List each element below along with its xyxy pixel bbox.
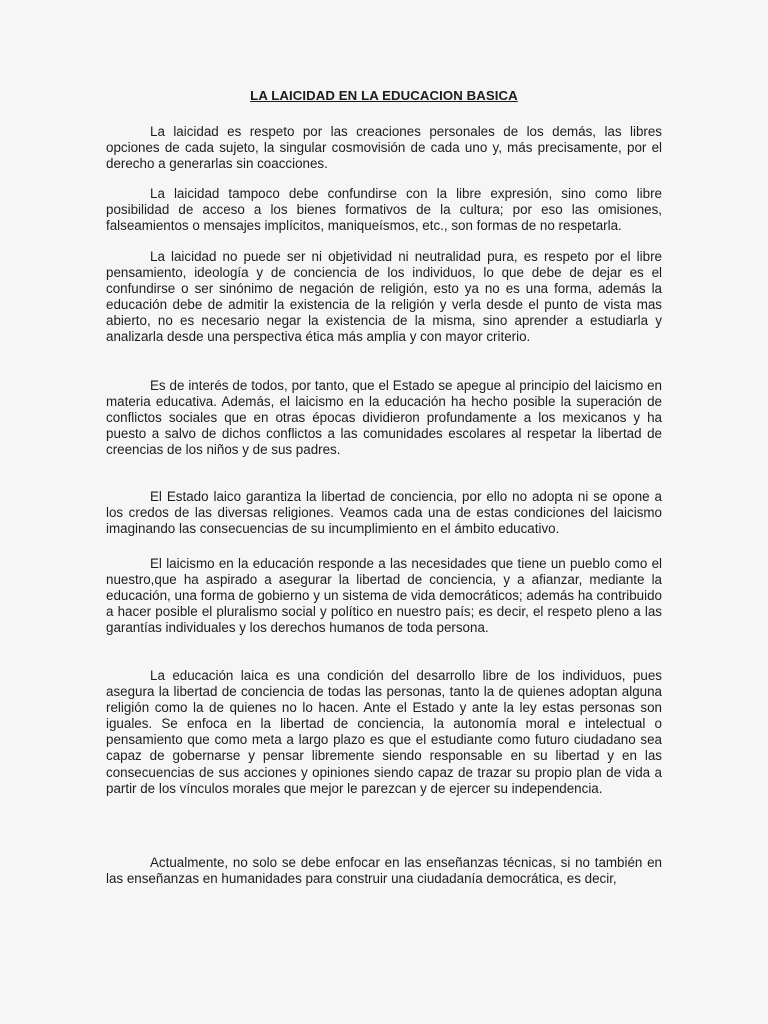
paragraph-2: La laicidad tampoco debe confundirse con la libre expresión, sino como libre posibilidad de acceso a los bienes formativos de la cultura; por eso las omisiones, falseamientos o mensajes implícitos, maniqueísmos, etc., son formas de no respetarla. xyxy=(106,186,662,234)
paragraph-1: La laicidad es respeto por las creaciones personales de los demás, las libres opciones de cada sujeto, la singular cosmovisión de cada uno y, más precisamente, por el derecho a generarlas sin coacciones. xyxy=(106,124,662,172)
paragraph-7: La educación laica es una condición del desarrollo libre de los individuos, pues asegura la libertad de conciencia de todas las personas, tanto la de quienes adoptan alguna religión como la de quienes no lo hacen. Ante el Estado y ante la ley estas personas son iguales. Se enfoca en la libertad de conciencia, la autonomía moral e intelectual o pensamiento que como meta a largo plazo es que el estudiante como futuro ciudadano sea capaz de gobernarse y pensar libremente siendo responsable en su libertad y en las consecuencias de sus acciones y opiniones siendo capaz de trazar su propio plan de vida a partir de los vínculos morales que mejor le parezcan y de ejercer su independencia. xyxy=(106,668,662,796)
document-title: LA LAICIDAD EN LA EDUCACION BASICA xyxy=(250,88,518,103)
paragraph-5: El Estado laico garantiza la libertad de conciencia, por ello no adopta ni se opone a los credos de las diversas religiones. Veamos cada una de estas condiciones del laicismo imaginando las consecuencias de su incumplimiento en el ámbito educativo. xyxy=(106,489,662,537)
paragraph-3: La laicidad no puede ser ni objetividad ni neutralidad pura, es respeto por el libre pensamiento, ideología y de conciencia de los individuos, lo que debe de dejar es el confundirse o ser sinónimo de negación de religión, esto ya no es una forma, además la educación debe de admitir la existencia de la religión y verla desde el punto de vista mas abierto, no es necesario negar la existencia de la misma, sino aprender a estudiarla y analizarla desde una perspectiva ética más amplia y con mayor criterio. xyxy=(106,249,662,345)
paragraph-8: Actualmente, no solo se debe enfocar en las enseñanzas técnicas, si no también en las enseñanzas en humanidades para construir una ciudadanía democrática, es decir, xyxy=(106,855,662,887)
paragraph-6: El laicismo en la educación responde a las necesidades que tiene un pueblo como el nuestro,que ha aspirado a asegurar la libertad de conciencia, y a afianzar, mediante la educación, una forma de gobierno y un sistema de vida democráticos; además ha contribuido a hacer posible el pluralismo social y político en nuestro país; es decir, el respeto pleno a las garantías individuales y los derechos humanos de toda persona. xyxy=(106,556,662,636)
paragraph-4: Es de interés de todos, por tanto, que el Estado se apegue al principio del laicismo en materia educativa. Además, el laicismo en la educación ha hecho posible la superación de conflictos sociales que en otras épocas dividieron profundamente a los mexicanos y ha puesto a salvo de dichos conflictos a las comunidades escolares al respetar la libertad de creencias de los niños y de sus padres. xyxy=(106,378,662,458)
